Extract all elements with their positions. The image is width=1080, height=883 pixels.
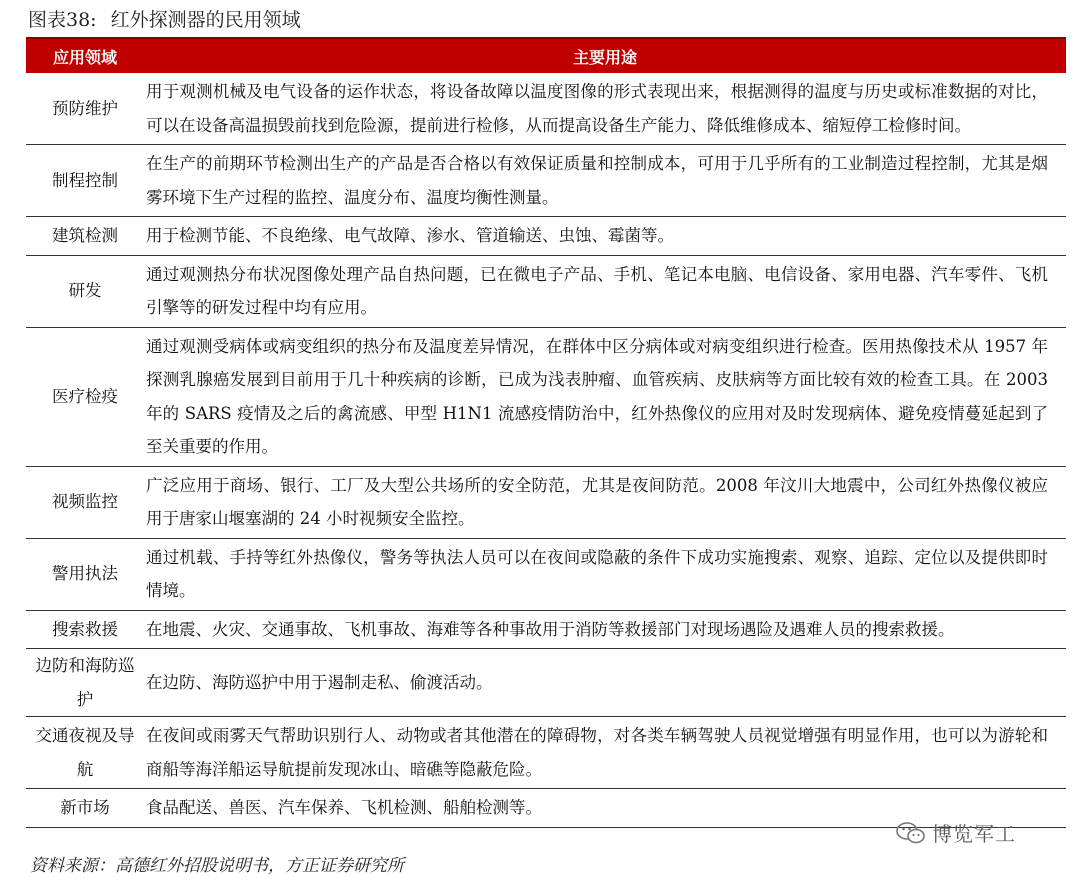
domain-cell: 医疗检疫 <box>26 327 144 466</box>
wechat-icon <box>896 821 926 845</box>
header-use: 主要用途 <box>144 38 1066 73</box>
table-row <box>26 73 1066 145</box>
watermark <box>896 818 1016 847</box>
header-domain: 应用领域 <box>26 38 144 73</box>
use-cell: 在夜间或雨雾天气帮助识别行人、动物或者其他潜在的障碍物，对各类车辆驾驶人员视觉增强有明显作用，也可以为游轮和商船等海洋船运导航提前发现冰山、暗礁等隐蔽危险。 <box>144 717 1066 789</box>
table-row <box>26 327 1066 466</box>
use-cell: 通过观测受病体或病变组织的热分布及温度差异情况，在群体中区分病体或对病变组织进行检查。医用热像技术从 1957 年探测乳腺癌发展到目前用于几十种疾病的诊断，已成为浅表肿瘤、血管疾病、皮肤病等方面比较有效的检查工具。在 2003 年的 SARS 疫情及之后的禽流感、甲型 H1N1 流感疫情防治中，红外热像仪的应用对及时发现病体、避免疫情蔓延起到了至关重要的作用。 <box>144 327 1066 466</box>
use-cell: 在地震、火灾、交通事故、飞机事故、海难等各种事故用于消防等救援部门对现场遇险及遇难人员的搜索救援。 <box>144 610 1066 649</box>
use-cell: 用于观测机械及电气设备的运作状态，将设备故障以温度图像的形式表现出来，根据测得的温度与历史或标准数据的对比，可以在设备高温损毁前找到危险源，提前进行检修，从而提高设备生产能力、降低维修成本、缩短停工检修时间。 <box>144 73 1066 145</box>
table-row <box>26 610 1066 649</box>
domain-cell: 警用执法 <box>26 538 144 610</box>
watermark-text: 博览军工 <box>932 822 1016 846</box>
use-cell: 通过观测热分布状况图像处理产品自热问题，已在微电子产品、手机、笔记本电脑、电信设备、家用电器、汽车零件、飞机引擎等的研发过程中均有应用。 <box>144 255 1066 327</box>
figure-number: 图表38: <box>28 9 97 31</box>
use-cell: 通过机载、手持等红外热像仪，警务等执法人员可以在夜间或隐蔽的条件下成功实施搜索、观察、追踪、定位以及提供即时情境。 <box>144 538 1066 610</box>
domain-cell: 预防维护 <box>26 73 144 145</box>
domain-cell: 研发 <box>26 255 144 327</box>
applications-table <box>26 37 1066 828</box>
domain-cell: 视频监控 <box>26 466 144 538</box>
table-row <box>26 466 1066 538</box>
domain-cell: 边防和海防巡护 <box>26 649 144 717</box>
table-row <box>26 145 1066 217</box>
table-row <box>26 717 1066 789</box>
use-cell: 广泛应用于商场、银行、工厂及大型公共场所的安全防范，尤其是夜间防范。2008 年汶川大地震中，公司红外热像仪被应用于唐家山堰塞湖的 24 小时视频安全监控。 <box>144 466 1066 538</box>
table-row <box>26 649 1066 717</box>
table-row <box>26 217 1066 256</box>
figure-caption: 红外探测器的民用领域 <box>110 9 301 31</box>
domain-cell: 搜索救援 <box>26 610 144 649</box>
domain-cell: 新市场 <box>26 789 144 828</box>
use-cell: 食品配送、兽医、汽车保养、飞机检测、船舶检测等。 <box>144 789 1066 828</box>
table-header-row <box>26 38 1066 73</box>
table-row <box>26 538 1066 610</box>
source-note: 资料来源：高德红外招股说明书，方正证券研究所 <box>30 856 404 876</box>
domain-cell: 建筑检测 <box>26 217 144 256</box>
use-cell: 用于检测节能、不良绝缘、电气故障、渗水、管道输送、虫蚀、霉菌等。 <box>144 217 1066 256</box>
figure-title <box>28 8 301 32</box>
use-cell: 在边防、海防巡护中用于遏制走私、偷渡活动。 <box>144 649 1066 717</box>
domain-cell: 制程控制 <box>26 145 144 217</box>
use-cell: 在生产的前期环节检测出生产的产品是否合格以有效保证质量和控制成本，可用于几乎所有的工业制造过程控制，尤其是烟雾环境下生产过程的监控、温度分布、温度均衡性测量。 <box>144 145 1066 217</box>
domain-cell: 交通夜视及导航 <box>26 717 144 789</box>
table-row <box>26 255 1066 327</box>
